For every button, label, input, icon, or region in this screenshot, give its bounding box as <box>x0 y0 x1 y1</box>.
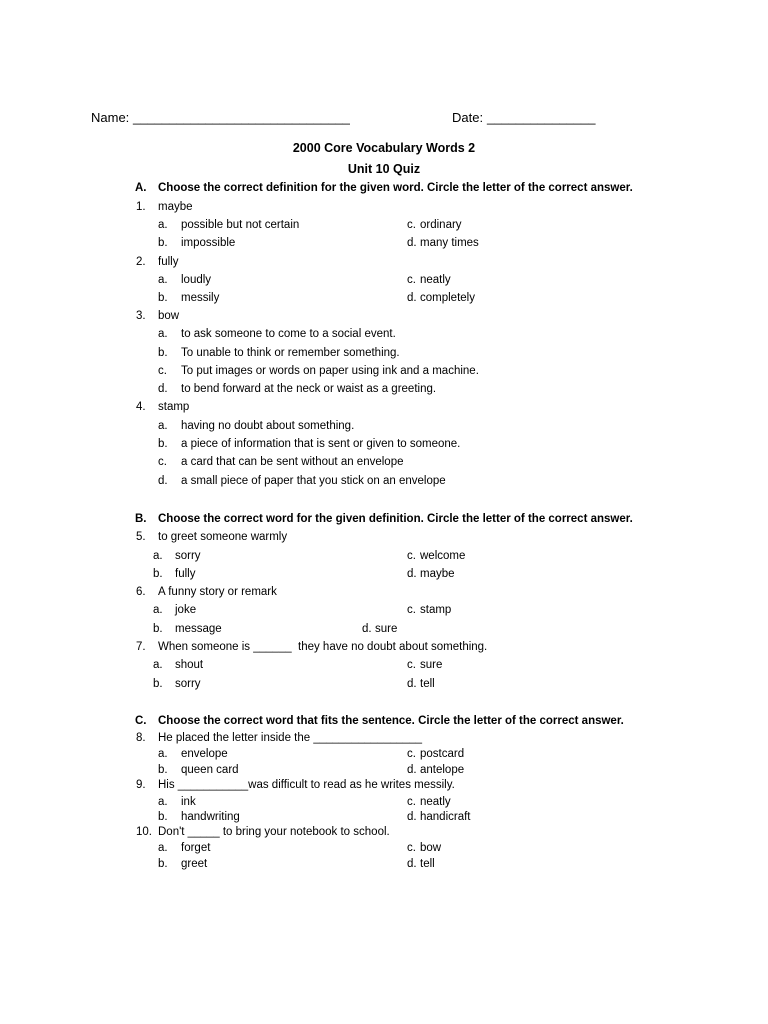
date-label: Date: <box>452 110 487 125</box>
name-label: Name: <box>91 110 133 125</box>
option-letter[interactable]: c. <box>158 365 167 377</box>
option-letter[interactable]: c. <box>407 842 416 854</box>
question-text: He placed the letter inside the _________________ <box>158 732 423 744</box>
question-number: 7. <box>136 641 146 653</box>
question-number: 6. <box>136 586 146 598</box>
option-text: completely <box>420 292 475 304</box>
option-letter[interactable]: b. <box>158 858 168 870</box>
option-letter[interactable]: d. <box>407 811 417 823</box>
section-c-letter: C. <box>135 715 147 727</box>
question-number: 4. <box>136 401 146 413</box>
option-letter[interactable]: d. <box>407 568 417 580</box>
option-text: postcard <box>420 748 465 760</box>
option-letter[interactable]: d. <box>407 678 417 690</box>
option-letter[interactable]: c. <box>407 659 416 671</box>
option-letter[interactable]: d. <box>158 475 168 487</box>
option-text: sorry <box>175 678 201 690</box>
question-text: His ___________was difficult to read as he writes messily. <box>158 779 455 791</box>
option-text: joke <box>175 604 197 616</box>
option-text: welcome <box>420 550 466 562</box>
option-text: maybe <box>420 568 455 580</box>
section-c-instruction: Choose the correct word that fits the sentence. Circle the letter of the correct answer. <box>158 715 624 727</box>
question-number: 8. <box>136 732 146 744</box>
option-text: stamp <box>420 604 452 616</box>
option-text: forget <box>181 842 211 854</box>
option-letter[interactable]: d. <box>407 858 417 870</box>
option-text: messily <box>181 292 220 304</box>
option-letter[interactable]: a. <box>158 274 168 286</box>
option-letter[interactable]: b. <box>158 764 168 776</box>
option-text: bow <box>420 842 442 854</box>
option-text: neatly <box>420 274 451 286</box>
option-letter[interactable]: c. <box>407 219 416 231</box>
option-letter[interactable]: d. <box>407 292 417 304</box>
option-letter[interactable]: b. <box>158 811 168 823</box>
option-letter[interactable]: d. <box>407 764 417 776</box>
date-blank: _______________ <box>487 110 596 125</box>
option-text: greet <box>181 858 208 870</box>
question-number: 2. <box>136 256 146 268</box>
option-letter[interactable]: a. <box>158 796 168 808</box>
option-text: sorry <box>175 550 201 562</box>
option-letter[interactable]: d. <box>158 383 168 395</box>
section-a-instruction: Choose the correct definition for the given word. Circle the letter of the correct answer. <box>158 182 633 194</box>
question-text: to greet someone warmly <box>158 531 288 543</box>
page-title: 2000 Core Vocabulary Words 2 <box>292 141 476 155</box>
question-text: A funny story or remark <box>158 586 277 598</box>
option-text: queen card <box>181 764 239 776</box>
option-text: sure <box>420 659 443 671</box>
option-text: a card that can be sent without an envelope <box>181 456 404 468</box>
option-letter[interactable]: c. <box>158 456 167 468</box>
option-letter[interactable]: a. <box>153 659 163 671</box>
question-number: 3. <box>136 310 146 322</box>
option-text: message <box>175 623 222 635</box>
option-text: impossible <box>181 237 236 249</box>
name-blank: ______________________________ <box>133 110 350 125</box>
question-text: maybe <box>158 201 193 213</box>
option-letter[interactable]: a. <box>158 219 168 231</box>
option-letter[interactable]: b. <box>158 347 168 359</box>
option-text: tell <box>420 858 435 870</box>
option-letter[interactable]: a. <box>158 842 168 854</box>
option-letter[interactable]: d. <box>407 237 417 249</box>
question-text: bow <box>158 310 180 322</box>
option-text: possible but not certain <box>181 219 300 231</box>
option-text: sure <box>375 623 398 635</box>
section-b-instruction: Choose the correct word for the given definition. Circle the letter of the correct answer. <box>158 513 633 525</box>
option-letter[interactable]: b. <box>158 292 168 304</box>
section-a-letter: A. <box>135 182 147 194</box>
option-letter[interactable]: b. <box>153 678 163 690</box>
option-text: handwriting <box>181 811 240 823</box>
option-letter[interactable]: a. <box>158 420 168 432</box>
option-letter[interactable]: a. <box>158 328 168 340</box>
option-text: to bend forward at the neck or waist as a greeting. <box>181 383 437 395</box>
option-text: handicraft <box>420 811 471 823</box>
option-text: loudly <box>181 274 212 286</box>
option-letter[interactable]: c. <box>407 748 416 760</box>
option-text: fully <box>175 568 196 580</box>
option-letter[interactable]: a. <box>153 604 163 616</box>
question-number: 5. <box>136 531 146 543</box>
question-number: 1. <box>136 201 146 213</box>
option-text: ink <box>181 796 196 808</box>
option-text: neatly <box>420 796 451 808</box>
page-subtitle: Unit 10 Quiz <box>347 162 421 176</box>
section-b-letter: B. <box>135 513 147 525</box>
option-letter[interactable]: d. <box>362 623 372 635</box>
option-letter[interactable]: c. <box>407 274 416 286</box>
option-letter[interactable]: b. <box>153 623 163 635</box>
option-letter[interactable]: b. <box>153 568 163 580</box>
option-text: having no doubt about something. <box>181 420 355 432</box>
option-letter[interactable]: c. <box>407 604 416 616</box>
option-text: ordinary <box>420 219 462 231</box>
option-text: To put images or words on paper using ink and a machine. <box>181 365 479 377</box>
option-text: many times <box>420 237 479 249</box>
option-text: a piece of information that is sent or given to someone. <box>181 438 461 450</box>
question-text: stamp <box>158 401 190 413</box>
option-letter[interactable]: c. <box>407 550 416 562</box>
question-text: Don't _____ to bring your notebook to school. <box>158 826 390 838</box>
option-text: tell <box>420 678 435 690</box>
option-letter[interactable]: c. <box>407 796 416 808</box>
option-text: to ask someone to come to a social event. <box>181 328 396 340</box>
question-text: When someone is ______ they have no doubt about something. <box>158 641 488 653</box>
question-text: fully <box>158 256 179 268</box>
option-text: shout <box>175 659 204 671</box>
option-letter[interactable]: a. <box>158 748 168 760</box>
option-letter[interactable]: b. <box>158 237 168 249</box>
option-letter[interactable]: a. <box>153 550 163 562</box>
option-text: envelope <box>181 748 228 760</box>
option-letter[interactable]: b. <box>158 438 168 450</box>
option-text: To unable to think or remember something. <box>181 347 400 359</box>
option-text: a small piece of paper that you stick on an envelope <box>181 475 446 487</box>
question-number: 9. <box>136 779 146 791</box>
option-text: antelope <box>420 764 465 776</box>
question-number: 10. <box>136 826 152 838</box>
